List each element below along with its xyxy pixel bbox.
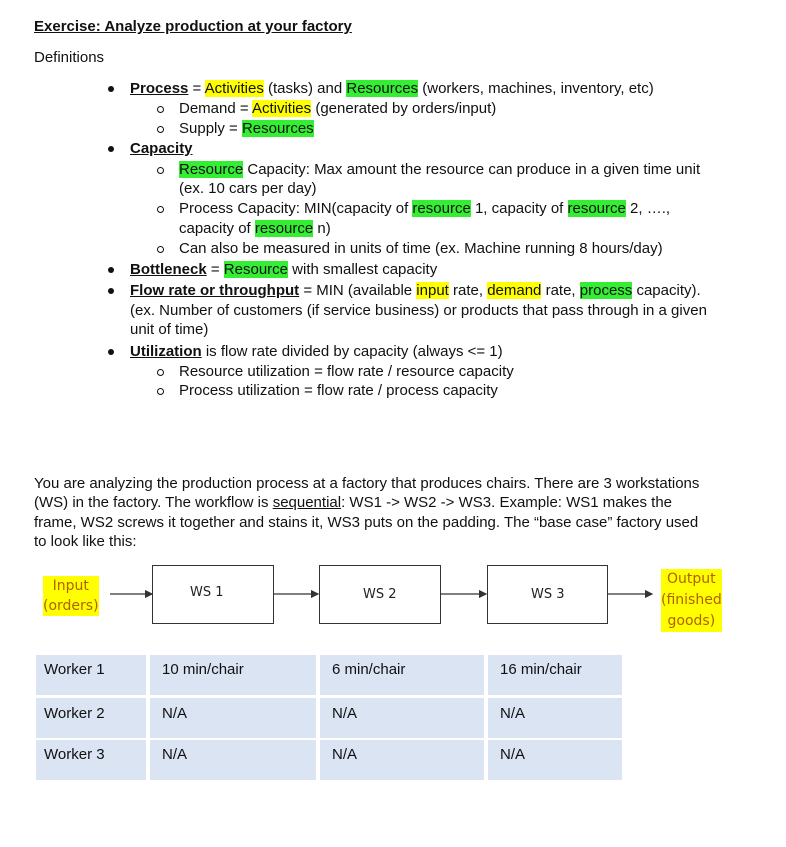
- def-process-capacity: Process Capacity: MIN(capacity of resource 1, capacity of resource 2, ….,: [179, 200, 671, 217]
- output-label: Output (finished goods): [661, 569, 722, 632]
- def-bottleneck: Bottleneck = Resource with smallest capacity: [130, 261, 438, 278]
- row3-worker: Worker 3: [44, 746, 105, 763]
- row3-ws1: N/A: [162, 746, 188, 763]
- row1-ws1: 10 min/chair: [162, 661, 244, 678]
- def-process-utilization: Process utilization = flow rate / process capacity: [179, 382, 498, 399]
- def-flow-rate-line2: (ex. Number of customers (if service business) or products that pass through in a given: [130, 302, 707, 319]
- def-flow-rate-line3: unit of time): [130, 321, 209, 338]
- def-demand: Demand = Activities (generated by orders/input): [179, 100, 497, 117]
- row3-ws3: N/A: [500, 746, 526, 763]
- row1-ws2: 6 min/chair: [332, 661, 406, 678]
- def-supply: Supply = Resources: [179, 120, 314, 137]
- input-label: Input (orders): [43, 578, 99, 614]
- row2-ws3: N/A: [500, 705, 526, 722]
- exercise-title: Exercise: Analyze production at your factory: [34, 18, 352, 35]
- row1-ws3: 16 min/chair: [500, 661, 582, 678]
- row1-worker: Worker 1: [44, 661, 105, 678]
- def-resource-capacity-example: (ex. 10 cars per day): [179, 180, 317, 197]
- paragraph-line4: to look like this:: [34, 533, 137, 550]
- def-resource-capacity: Resource Capacity: Max amount the resource can produce in a given time unit: [179, 161, 701, 178]
- row2-ws1: N/A: [162, 705, 188, 722]
- paragraph-line2: (WS) in the factory. The workflow is sequential: WS1 -> WS2 -> WS3. Example: WS1 makes the: [34, 494, 673, 511]
- def-resource-utilization: Resource utilization = flow rate / resource capacity: [179, 363, 514, 380]
- def-capacity: Capacity: [130, 140, 193, 157]
- def-time-units: Can also be measured in units of time (ex. Machine running 8 hours/day): [179, 240, 663, 257]
- ws1-label: WS 1: [190, 585, 224, 600]
- def-utilization: Utilization is flow rate divided by capacity (always <= 1): [130, 343, 503, 360]
- row2-worker: Worker 2: [44, 705, 105, 722]
- ws3-label: WS 3: [531, 587, 565, 602]
- paragraph-line3: frame, WS2 screws it together and stains it, WS3 puts on the padding. The “base case” factory used: [34, 514, 699, 531]
- ws2-label: WS 2: [363, 587, 397, 602]
- def-process: Process = Activities (tasks) and Resources (workers, machines, inventory, etc): [130, 80, 654, 97]
- paragraph-line1: You are analyzing the production process at a factory that produces chairs. There are 3 workstations: [34, 475, 700, 492]
- definitions-label: Definitions: [34, 49, 105, 66]
- def-process-capacity-line2: capacity of resource n): [179, 220, 331, 237]
- def-flow-rate: Flow rate or throughput = MIN (available input rate, demand rate, process capacity).: [130, 282, 701, 299]
- row2-ws2: N/A: [332, 705, 358, 722]
- row3-ws2: N/A: [332, 746, 358, 763]
